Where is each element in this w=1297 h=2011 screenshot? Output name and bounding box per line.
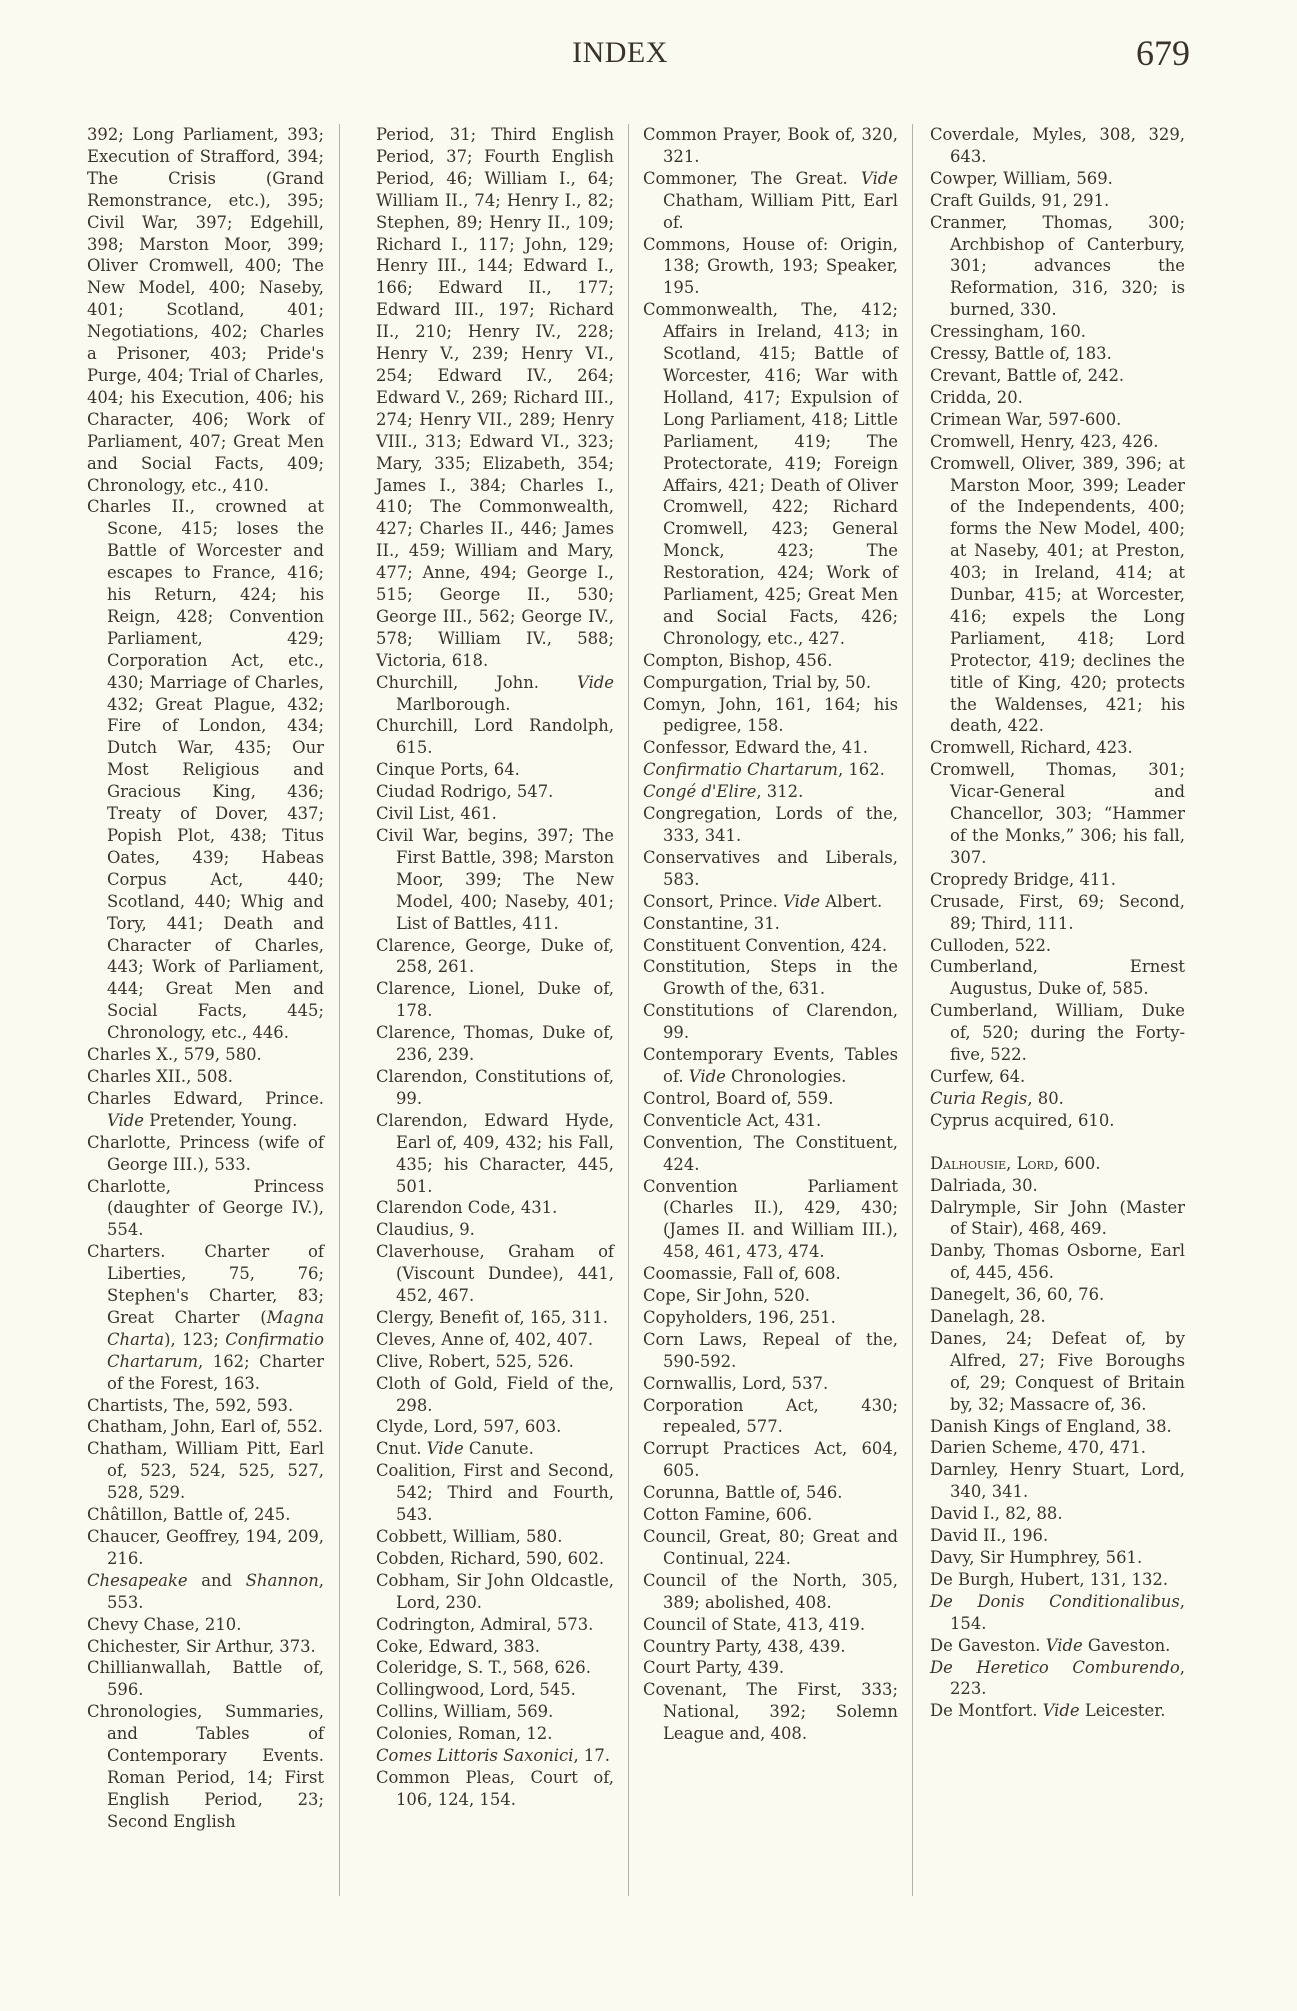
- index-entry: [87, 1701, 324, 1832]
- entry-text: Convention Parliament (Charles II.), 429, 430; (James II. and William III.), 458, 461, 473, 474.: [643, 1176, 898, 1262]
- entry-text: Consort, Prince.: [643, 891, 784, 911]
- index-entry: [87, 1614, 324, 1636]
- entry-text: , 17.: [573, 1746, 610, 1766]
- index-entry: [930, 759, 1185, 869]
- entry-text: Cowper, William, 569.: [930, 168, 1113, 188]
- index-entry: [930, 1416, 1185, 1438]
- index-entry: [87, 1044, 324, 1066]
- index-entry-continuation: [376, 124, 614, 672]
- index-entry: [643, 1088, 898, 1110]
- entry-text: Clyde, Lord, 597, 603.: [376, 1417, 562, 1437]
- entry-text: Civil War, begins, 397; The First Battle, 398; Marston Moor, 399; The New Model, 400; Naseby, 401; List of Battles, 411.: [376, 826, 614, 933]
- index-entry: [643, 1636, 898, 1658]
- entry-text: Colonies, Roman, 12.: [376, 1724, 553, 1744]
- index-entry: [87, 1241, 324, 1394]
- index-entry: [643, 1263, 898, 1285]
- index-entry: [930, 431, 1185, 453]
- entry-text: Dalriada, 30.: [930, 1175, 1038, 1195]
- entry-text: Chatham, John, Earl of, 552.: [87, 1417, 324, 1437]
- index-entry: [376, 1526, 614, 1548]
- index-entry: [87, 1570, 324, 1614]
- index-entry: [376, 759, 614, 781]
- index-entry: [930, 1635, 1185, 1657]
- index-entry: [643, 672, 898, 694]
- entry-italic-text: De Donis Conditionalibus: [930, 1591, 1180, 1611]
- entry-text: David I., 82, 88.: [930, 1504, 1063, 1524]
- index-entry: [930, 212, 1185, 322]
- entry-text: Cloth of Gold, Field of the, 298.: [376, 1373, 614, 1415]
- entry-text: David II., 196.: [930, 1526, 1049, 1546]
- entry-text: Council of the North, 305, 389; abolished, 408.: [643, 1570, 898, 1612]
- index-entry: [376, 1723, 614, 1745]
- entry-text: Clarendon, Edward Hyde, Earl of, 409, 432; his Fall, 435; his Character, 445, 501.: [376, 1110, 614, 1196]
- index-entry: [930, 1503, 1185, 1525]
- entry-text: , 154.: [950, 1591, 1185, 1633]
- index-entry: [376, 1329, 614, 1351]
- entry-text: Conventicle Act, 431.: [643, 1110, 822, 1130]
- entry-text: De Montfort.: [930, 1701, 1043, 1721]
- entry-text: Crusade, First, 69; Second, 89; Third, 111.: [930, 891, 1185, 933]
- index-column-3: [643, 124, 898, 1745]
- entry-text: Constituent Convention, 424.: [643, 935, 888, 955]
- entry-text: Charlotte, Princess (wife of George III.), 533.: [87, 1132, 324, 1174]
- entry-text: Cropredy Bridge, 411.: [930, 869, 1116, 889]
- entry-text: Cnut.: [376, 1439, 427, 1459]
- index-entry: [376, 715, 614, 759]
- index-entry: [643, 1657, 898, 1679]
- entry-text: Darnley, Henry Stuart, Lord, 340, 341.: [930, 1460, 1185, 1502]
- index-entry: [87, 1176, 324, 1242]
- index-entry: [87, 1395, 324, 1417]
- index-entry: [643, 1570, 898, 1614]
- entry-text: Charles X., 579, 580.: [87, 1045, 262, 1065]
- index-entry: [376, 1307, 614, 1329]
- entry-text: Canute.: [463, 1439, 534, 1459]
- entry-text: Corporation Act, 430; repealed, 577.: [643, 1395, 898, 1437]
- index-entry: [376, 825, 614, 935]
- index-entry: [930, 1284, 1185, 1306]
- index-entry: [376, 1636, 614, 1658]
- entry-text: Coomassie, Fall of, 608.: [643, 1264, 841, 1284]
- entry-italic-text: Vide: [426, 1439, 464, 1459]
- entry-text: 392; Long Parliament, 393; Execution of Strafford, 394; The Crisis (Grand Remonstrance, etc.), 395; Civil War, 397; Edgehill, 398; Marston Moor, 399; Oliver Cromwell, 400; The New Model, 400; Naseby, 401; Scotland, 401; Negotiations, 402; Charles a Prisoner, 403; Pride's Purge, 404; Trial of Charles, 404; his Execution, 406; his Character, 406; Work of Parliament, 407; Great Men and Social Facts, 409; Chronology, etc., 410.: [87, 125, 324, 495]
- index-entry: [930, 737, 1185, 759]
- index-entry: [930, 343, 1185, 365]
- entry-text: , 80.: [1027, 1088, 1064, 1108]
- index-entry: [643, 1176, 898, 1264]
- entry-text: Cranmer, Thomas, 300; Archbishop of Canterbury, 301; advances the Reformation, 316, 320; is burned, 330.: [930, 212, 1185, 320]
- entry-italic-text: Vide: [688, 1066, 726, 1086]
- index-entry: [930, 869, 1185, 891]
- entry-text: Cromwell, Oliver, 389, 396; at Marston Moor, 399; Leader of the Independents, 400; forms the New Model, 400; at Naseby, 401; at Preston, 403; in Ireland, 414; at Dunbar, 415; at Worcester, 416; expels the Long Parliament, 418; Lord Protector, 419; declines the title of King, 420; protects the Waldenses, 421; his death, 422.: [930, 453, 1185, 736]
- index-entry: [87, 1132, 324, 1176]
- index-entry: [376, 1657, 614, 1679]
- entry-text: Cressingham, 160.: [930, 322, 1086, 342]
- index-entry: [930, 1437, 1185, 1459]
- index-entry: [930, 1657, 1185, 1701]
- index-entry: [930, 1306, 1185, 1328]
- entry-italic-text: Vide: [1045, 1635, 1083, 1655]
- index-entry: [376, 1351, 614, 1373]
- entry-text: Copyholders, 196, 251.: [643, 1307, 836, 1327]
- entry-text: Constitution, Steps in the Growth of the, 631.: [643, 957, 898, 999]
- entry-text: Clarence, Thomas, Duke of, 236, 239.: [376, 1023, 614, 1065]
- entry-text: Davy, Sir Humphrey, 561.: [930, 1548, 1143, 1567]
- index-entry: [643, 891, 898, 913]
- entry-text: Churchill, John.: [376, 672, 578, 692]
- entry-text: Codrington, Admiral, 573.: [376, 1614, 594, 1634]
- entry-text: Court Party, 439.: [643, 1658, 785, 1678]
- index-entry: [930, 1197, 1185, 1241]
- index-entry-continuation: [87, 124, 324, 496]
- index-entry: [376, 978, 614, 1022]
- entry-text: Civil List, 461.: [376, 804, 497, 824]
- index-entry: [930, 1240, 1185, 1284]
- entry-italic-text: Vide: [1042, 1701, 1080, 1721]
- entry-text: , 223.: [950, 1657, 1185, 1699]
- entry-text: Clarence, Lionel, Duke of, 178.: [376, 979, 614, 1021]
- index-entry: [376, 1197, 614, 1219]
- entry-italic-text: Vide: [107, 1110, 144, 1130]
- entry-text: Coverdale, Myles, 308, 329, 643.: [930, 125, 1185, 166]
- index-entry: [643, 1395, 898, 1439]
- index-entry: [643, 1504, 898, 1526]
- index-entry: [87, 1416, 324, 1438]
- index-entry: [376, 1241, 614, 1307]
- index-entry: [643, 1044, 898, 1088]
- index-entry: [643, 803, 898, 847]
- index-entry: [376, 1614, 614, 1636]
- index-entry: [930, 1153, 1185, 1175]
- entry-text: Clergy, Benefit of, 165, 311.: [376, 1307, 609, 1327]
- index-entry: [87, 496, 324, 1044]
- entry-text: Cromwell, Thomas, 301; Vicar-General and Chancellor, 303; “Hammer of the Monks,” 306; his fall, 307.: [930, 760, 1185, 867]
- index-entry: [930, 1459, 1185, 1503]
- index-entry: [87, 1066, 324, 1088]
- entry-text: Cleves, Anne of, 402, 407.: [376, 1329, 594, 1349]
- entry-text: Period, 31; Third English Period, 37; Fourth English Period, 46; William I., 64; William II., 74; Henry I., 82; Stephen, 89; Henry II., 109; Richard I., 117; John, 129; Henry III., 144; Edward I., 166; Edward II., 177; Edward III., 197; Richard II., 210; Henry IV., 228; Henry V., 239; Henry VI., 254; Edward IV., 264; Edward V., 269; Richard III., 274; Henry VII., 289; Henry VIII., 313; Edward VI., 323; Mary, 335; Elizabeth, 354; James I., 384; Charles I., 410; The Commonwealth, 427; Charles II., 446; James II., 459; William and Mary, 477; Anne, 494; George I., 515; George II., 530; George III., 562; George IV., 578; William IV., 588; Victoria, 618.: [376, 125, 614, 670]
- index-entry: [930, 1328, 1185, 1416]
- column-divider: [339, 124, 340, 1896]
- entry-text: Craft Guilds, 91, 291.: [930, 190, 1110, 210]
- index-entry: [643, 956, 898, 1000]
- index-entry: [930, 1110, 1185, 1132]
- index-entry: [643, 1000, 898, 1044]
- index-entry: [643, 935, 898, 957]
- entry-text: De Gaveston.: [930, 1635, 1046, 1655]
- entry-text: Collingwood, Lord, 545.: [376, 1680, 576, 1700]
- entry-text: Marlborough.: [396, 694, 511, 714]
- index-entry: [930, 124, 1185, 168]
- index-entry: [376, 1701, 614, 1723]
- index-entry: [643, 737, 898, 759]
- entry-text: Convention, The Constituent, 424.: [643, 1132, 898, 1174]
- index-entry: [376, 1745, 614, 1767]
- entry-italic-text: Curia Regis: [930, 1088, 1028, 1108]
- entry-italic-text: Vide: [577, 672, 614, 692]
- index-entry: [643, 1679, 898, 1745]
- entry-text: Claverhouse, Graham of (Viscount Dundee), 441, 452, 467.: [376, 1242, 614, 1306]
- entry-text: Cobham, Sir John Oldcastle, Lord, 230.: [376, 1570, 614, 1612]
- column-divider: [912, 124, 913, 1896]
- index-entry: [87, 1504, 324, 1526]
- index-entry: [376, 1219, 614, 1241]
- index-entry: [643, 650, 898, 672]
- entry-text: Cornwallis, Lord, 537.: [643, 1373, 829, 1393]
- index-entry: [376, 803, 614, 825]
- entry-text: Covenant, The First, 333; National, 392; Solemn League and, 408.: [643, 1680, 898, 1744]
- entry-text: Danes, 24; Defeat of, by Alfred, 27; Five Boroughs of, 29; Conquest of Britain by, 32; Massacre of, 36.: [930, 1328, 1185, 1414]
- entry-text: Corunna, Battle of, 546.: [643, 1483, 843, 1503]
- entry-text: Pretender, Young.: [143, 1110, 298, 1130]
- entry-text: Charlotte, Princess (daughter of George IV.), 554.: [87, 1176, 324, 1240]
- index-entry: [930, 1175, 1185, 1197]
- index-entry: [643, 1438, 898, 1482]
- index-entry: [643, 694, 898, 738]
- entry-text: Churchill, Lord Randolph, 615.: [376, 716, 614, 758]
- index-entry: [930, 1569, 1185, 1591]
- entry-text: Ciudad Rodrigo, 547.: [376, 782, 554, 802]
- entry-text: Albert.: [820, 891, 883, 911]
- index-entry: [643, 1373, 898, 1395]
- index-entry: [930, 1525, 1185, 1547]
- index-entry: [643, 1526, 898, 1570]
- entry-text: Chaucer, Geoffrey, 194, 209, 216.: [87, 1527, 324, 1568]
- index-entry: [376, 1767, 614, 1811]
- index-entry: [87, 1657, 324, 1701]
- index-entry: [643, 168, 898, 234]
- entry-italic-text: Confirmatio Chartarum: [643, 760, 838, 780]
- entry-italic-text: Magna Charta: [107, 1307, 324, 1349]
- index-entry: [376, 1679, 614, 1701]
- index-entry: [376, 672, 614, 716]
- page-title: INDEX: [572, 36, 668, 69]
- index-entry: [87, 1088, 324, 1132]
- entry-italic-text: Vide: [783, 891, 821, 911]
- index-entry: [87, 1636, 324, 1658]
- entry-text: Charters. Charter of Liberties, 75, 76; Stephen's Charter, 83; Great Charter (: [87, 1242, 324, 1327]
- entry-text: Crevant, Battle of, 242.: [930, 365, 1125, 385]
- index-entry: [643, 1285, 898, 1307]
- entry-italic-text: Vide: [861, 168, 898, 188]
- index-entry: [376, 1416, 614, 1438]
- entry-text: Leicester.: [1079, 1701, 1166, 1721]
- entry-text: Chatham, William Pitt, Earl of.: [663, 190, 898, 232]
- index-entry: [930, 1066, 1185, 1088]
- entry-text: Clarendon Code, 431.: [376, 1198, 558, 1218]
- entry-text: Clarendon, Constitutions of, 99.: [376, 1066, 614, 1108]
- index-entry: [376, 1460, 614, 1526]
- index-entry: [643, 781, 898, 803]
- entry-text: Cotton Famine, 606.: [643, 1505, 813, 1525]
- entry-text: , 312.: [756, 782, 804, 802]
- entry-text: Danby, Thomas Osborne, Earl of, 445, 456.: [930, 1241, 1185, 1283]
- index-entry: [643, 1614, 898, 1636]
- entry-text: Country Party, 438, 439.: [643, 1636, 846, 1656]
- entry-text: Council of State, 413, 419.: [643, 1614, 866, 1634]
- entry-text: Corn Laws, Repeal of the, 590-592.: [643, 1329, 898, 1371]
- entry-text: Collins, William, 569.: [376, 1702, 554, 1722]
- entry-text: Cromwell, Richard, 423.: [930, 738, 1133, 758]
- index-entry: [376, 1438, 614, 1460]
- entry-italic-text: Confirmatio Chartarum: [107, 1329, 324, 1371]
- entry-text: , 600.: [1053, 1153, 1101, 1173]
- entry-text: Charles II., crowned at Scone, 415; loses the Battle of Worcester and escapes to France, 416; his Return, 424; his Reign, 428; Convention Parliament, 429; Corporation Act, etc., 430; Marriage of Charles, 432; Great Plague, 432; Fire of London, 434; Dutch War, 435; Our Most Religious and Gracious King, 436; Treaty of Dover, 437; Popish Plot, 438; Titus Oates, 439; Habeas Corpus Act, 440; Scotland, 440; Whig and Tory, 441; Death and Character of Charles, 443; Work of Parliament, 444; Great Men and Social Facts, 445; Chronology, etc., 446.: [87, 497, 324, 1043]
- entry-italic-text: Congé d'Elire: [643, 782, 757, 802]
- index-entry: [930, 365, 1185, 387]
- index-entry: [930, 956, 1185, 1000]
- entry-italic-text: Shannon: [245, 1570, 319, 1590]
- page-number: 679: [1136, 33, 1190, 73]
- entry-text: Corrupt Practices Act, 604, 605.: [643, 1439, 898, 1481]
- entry-text: Contemporary Events, Tables of.: [643, 1045, 898, 1086]
- entry-text: Cope, Sir John, 520.: [643, 1286, 811, 1306]
- entry-text: Claudius, 9.: [376, 1220, 475, 1240]
- index-entry: [87, 1438, 324, 1504]
- entry-text: Cyprus acquired, 610.: [930, 1110, 1115, 1130]
- index-column-4: [930, 124, 1185, 1722]
- entry-text: and: [187, 1570, 246, 1590]
- index-entry: [376, 1373, 614, 1417]
- index-entry: [87, 1526, 324, 1570]
- index-entry: [643, 1307, 898, 1329]
- index-entry: [930, 1088, 1185, 1110]
- index-entry: [643, 913, 898, 935]
- entry-text: Chronologies, Summaries, and Tables of Contemporary Events. Roman Period, 14; First English Period, 23; Second English: [87, 1702, 324, 1831]
- entry-text: Cobbett, William, 580.: [376, 1527, 563, 1546]
- index-entry: [930, 1547, 1185, 1569]
- entry-text: Gaveston.: [1082, 1635, 1171, 1655]
- index-entry: [643, 299, 898, 650]
- entry-text: Confessor, Edward the, 41.: [643, 738, 869, 758]
- index-entry: [930, 891, 1185, 935]
- index-entry: [930, 1000, 1185, 1066]
- entry-italic-text: De Heretico Comburendo: [930, 1657, 1180, 1677]
- entry-text: Conservatives and Liberals, 583.: [643, 847, 898, 889]
- entry-text: ), 123;: [164, 1329, 226, 1349]
- entry-text: Châtillon, Battle of, 245.: [87, 1505, 291, 1525]
- index-entry: [376, 1022, 614, 1066]
- index-entry: [376, 1570, 614, 1614]
- index-entry: [643, 847, 898, 891]
- entry-text: Constantine, 31.: [643, 913, 780, 933]
- entry-text: Cressy, Battle of, 183.: [930, 344, 1112, 364]
- entry-text: Commonwealth, The, 412; Affairs in Ireland, 413; in Scotland, 415; Battle of Worcester, 416; War with Holland, 417; Expulsion of Long Parliament, 418; Little Parliament, 419; The Protectorate, 419; Foreign Affairs, 421; Death of Oliver Cromwell, 422; Richard Cromwell, 423; General Monck, 423; The Restoration, 424; Work of Parliament, 425; Great Men and Social Facts, 426; Chronology, etc., 427.: [643, 300, 898, 648]
- index-entry: [930, 168, 1185, 190]
- entry-smallcaps-text: Dalhousie, Lord: [930, 1153, 1054, 1173]
- entry-text: Chronologies.: [725, 1066, 847, 1086]
- entry-text: Congregation, Lords of the, 333, 341.: [643, 804, 898, 845]
- entry-text: , 162; Charter of the Forest, 163.: [107, 1351, 324, 1393]
- index-entry: [930, 190, 1185, 212]
- index-column-2: [376, 124, 614, 1811]
- entry-text: Cridda, 20.: [930, 387, 1023, 407]
- entry-text: De Burgh, Hubert, 131, 132.: [930, 1569, 1169, 1589]
- index-entry: [930, 1700, 1185, 1722]
- entry-text: Dalrymple, Sir John (Master of Stair), 468, 469.: [930, 1197, 1185, 1239]
- entry-text: Comyn, John, 161, 164; his pedigree, 158.: [643, 694, 898, 736]
- entry-text: Clarence, George, Duke of, 258, 261.: [376, 935, 614, 977]
- index-column-1: [87, 124, 324, 1833]
- entry-text: Common Pleas, Court of, 106, 124, 154.: [376, 1767, 614, 1809]
- entry-text: Control, Board of, 559.: [643, 1088, 834, 1108]
- entry-text: Clive, Robert, 525, 526.: [376, 1351, 574, 1371]
- entry-text: Cobden, Richard, 590, 602.: [376, 1548, 605, 1568]
- index-entry: [376, 935, 614, 979]
- entry-text: , 553.: [107, 1570, 324, 1612]
- entry-text: Coke, Edward, 383.: [376, 1636, 540, 1656]
- entry-text: Chartists, The, 592, 593.: [87, 1395, 294, 1415]
- entry-text: Cumberland, Ernest Augustus, Duke of, 585.: [930, 957, 1185, 999]
- index-entry: [643, 124, 898, 168]
- entry-text: Chichester, Sir Arthur, 373.: [87, 1636, 316, 1656]
- entry-text: Culloden, 522.: [930, 935, 1052, 955]
- entry-text: Chillianwallah, Battle of, 596.: [87, 1658, 324, 1700]
- index-entry: [930, 1591, 1185, 1635]
- entry-text: Council, Great, 80; Great and Continual, 224.: [643, 1527, 898, 1568]
- entry-text: Danish Kings of England, 38.: [930, 1416, 1172, 1436]
- entry-text: Constitutions of Clarendon, 99.: [643, 1001, 898, 1043]
- index-entry: [643, 1110, 898, 1132]
- index-entry: [930, 935, 1185, 957]
- entry-text: Chevy Chase, 210.: [87, 1614, 242, 1634]
- index-entry: [376, 1110, 614, 1198]
- entry-text: Common Prayer, Book of, 320, 321.: [643, 125, 898, 166]
- index-entry: [930, 453, 1185, 738]
- entry-text: Coleridge, S. T., 568, 626.: [376, 1658, 591, 1678]
- entry-italic-text: Comes Littoris Saxonici: [376, 1746, 574, 1766]
- index-entry: [643, 759, 898, 781]
- index-entry: [930, 409, 1185, 431]
- index-entry: [930, 321, 1185, 343]
- index-entry: [376, 781, 614, 803]
- column-divider: [628, 124, 629, 1896]
- entry-italic-text: Chesapeake: [87, 1570, 188, 1590]
- index-entry: [376, 1066, 614, 1110]
- entry-text: Cinque Ports, 64.: [376, 760, 520, 780]
- index-entry: [643, 1329, 898, 1373]
- entry-text: Curfew, 64.: [930, 1066, 1026, 1086]
- entry-text: Compurgation, Trial by, 50.: [643, 672, 872, 692]
- entry-text: Darien Scheme, 470, 471.: [930, 1438, 1146, 1458]
- entry-text: Charles Edward, Prince.: [87, 1088, 324, 1108]
- entry-text: Crimean War, 597-600.: [930, 409, 1122, 429]
- index-entry: [643, 1132, 898, 1176]
- entry-text: Commoner, The Great.: [643, 168, 862, 188]
- entry-text: Cumberland, William, Duke of, 520; during the Forty-five, 522.: [930, 1001, 1185, 1065]
- index-entry: [643, 234, 898, 300]
- index-entry: [930, 387, 1185, 409]
- entry-text: Compton, Bishop, 456.: [643, 650, 833, 670]
- entry-text: Coalition, First and Second, 542; Third and Fourth, 543.: [376, 1461, 614, 1525]
- entry-text: Commons, House of: Origin, 138; Growth, 193; Speaker, 195.: [643, 234, 898, 298]
- entry-text: Cromwell, Henry, 423, 426.: [930, 431, 1159, 451]
- index-entry: [643, 1482, 898, 1504]
- entry-text: , 162.: [837, 760, 885, 780]
- index-entry: [376, 1548, 614, 1570]
- entry-text: Charles XII., 508.: [87, 1066, 234, 1086]
- entry-text: Danegelt, 36, 60, 76.: [930, 1285, 1105, 1305]
- entry-text: Danelagh, 28.: [930, 1307, 1046, 1327]
- entry-text: Chatham, William Pitt, Earl of, 523, 524, 525, 527, 528, 529.: [87, 1439, 324, 1503]
